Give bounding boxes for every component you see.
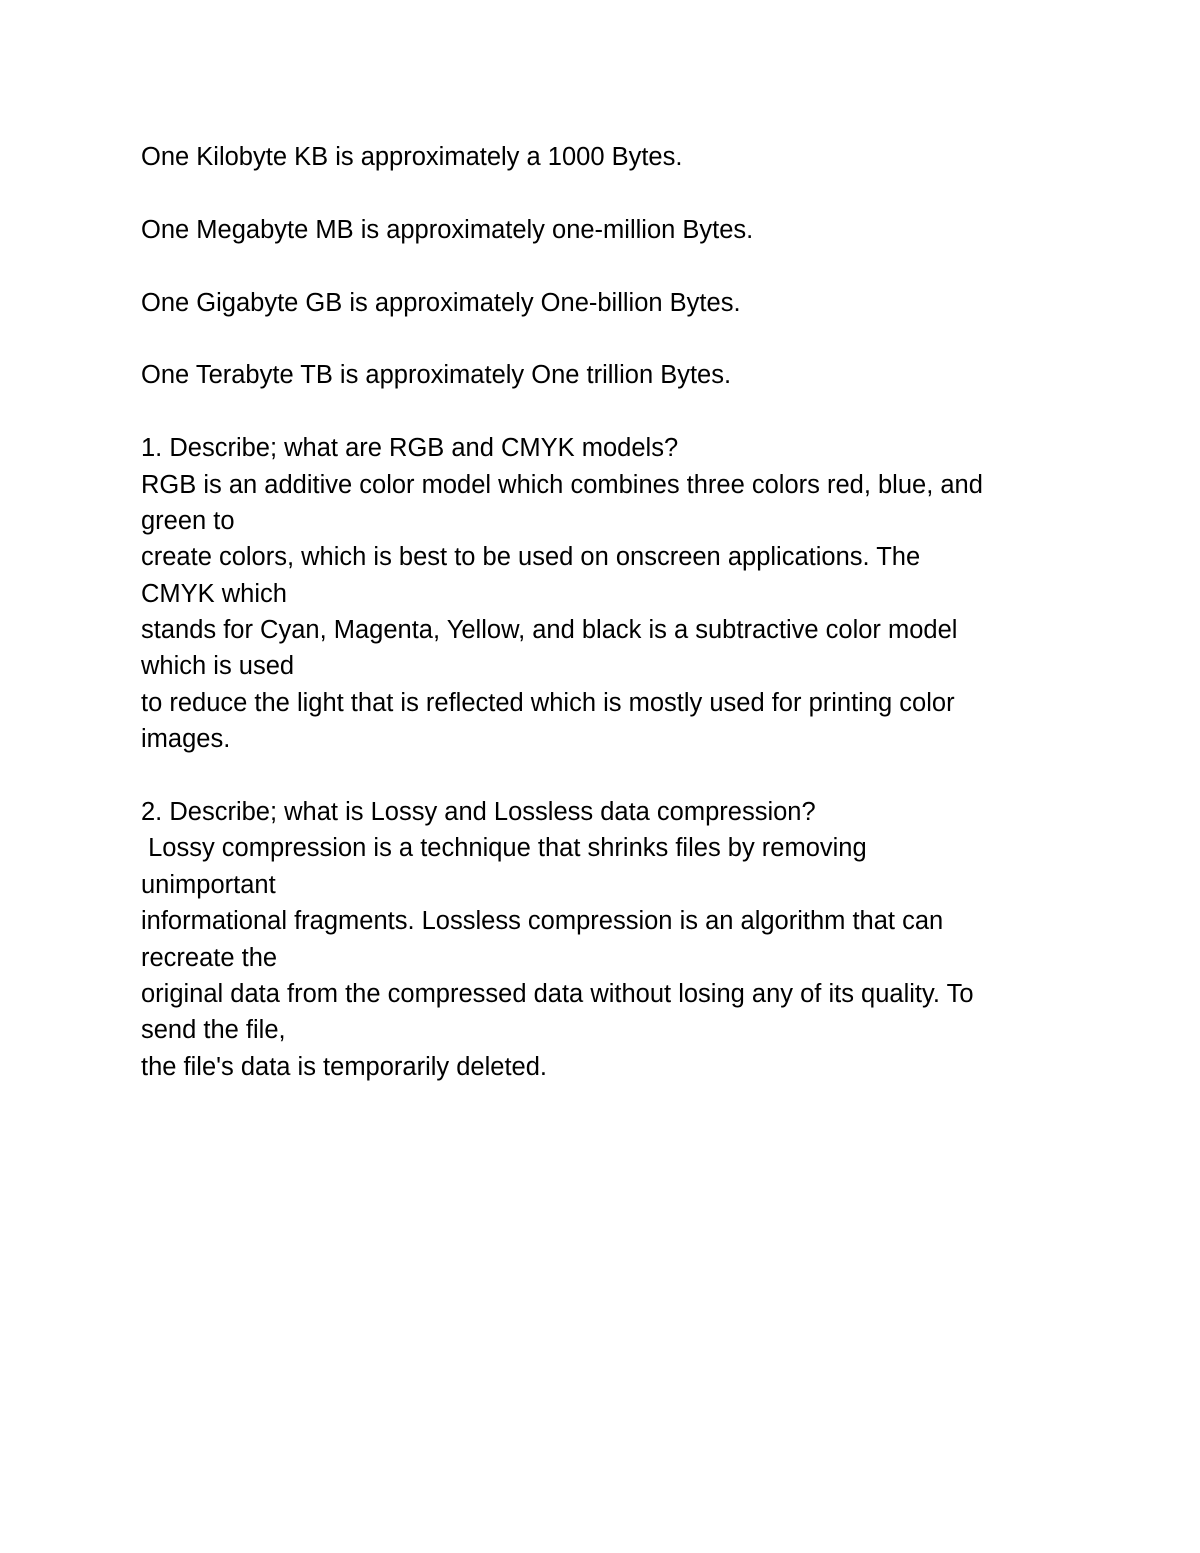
spacer — [141, 321, 1071, 357]
question-2-answer-line: unimportant — [141, 870, 276, 899]
question-1-answer-line: stands for Cyan, Magenta, Yellow, and black is a subtractive color model — [141, 616, 958, 645]
spacer — [141, 394, 1071, 430]
question-2-answer-line: send the file, — [141, 1016, 286, 1045]
question-2-answer-line: the file's data is temporarily deleted. — [141, 1052, 547, 1081]
question-2-answer-line: recreate the — [141, 943, 278, 972]
spacer — [141, 248, 1071, 284]
question-2-prompt: 2. Describe; what is Lossy and Lossless data compression? — [141, 798, 816, 827]
question-1-answer-line: CMYK which — [141, 579, 287, 608]
question-1-answer-line: create colors, which is best to be used on onscreen applications. The — [141, 543, 921, 572]
gigabyte-definition: One Gigabyte GB is approximately One-billion Bytes. — [141, 288, 741, 317]
question-2-answer-line: original data from the compressed data without losing any of its quality. To — [141, 979, 974, 1008]
spacer — [141, 758, 1071, 794]
question-1-answer-line: which is used — [141, 652, 295, 681]
megabyte-definition: One Megabyte MB is approximately one-million Bytes. — [141, 215, 754, 244]
kilobyte-definition: One Kilobyte KB is approximately a 1000 Bytes. — [141, 143, 683, 171]
question-1-prompt: 1. Describe; what are RGB and CMYK models? — [141, 434, 679, 463]
spacer — [141, 175, 1071, 211]
question-1-answer-line: green to — [141, 506, 235, 535]
question-2-answer-line: informational fragments. Lossless compression is an algorithm that can — [141, 907, 944, 936]
question-1-answer-line: images. — [141, 725, 231, 754]
question-1-answer-line: RGB is an additive color model which combines three colors red, blue, and — [141, 470, 983, 499]
question-1-answer-line: to reduce the light that is reflected which is mostly used for printing color — [141, 688, 955, 717]
question-2-answer-line: Lossy compression is a technique that shrinks files by removing — [141, 834, 867, 863]
document-body — [141, 139, 1071, 1085]
terabyte-definition: One Terabyte TB is approximately One trillion Bytes. — [141, 361, 732, 390]
